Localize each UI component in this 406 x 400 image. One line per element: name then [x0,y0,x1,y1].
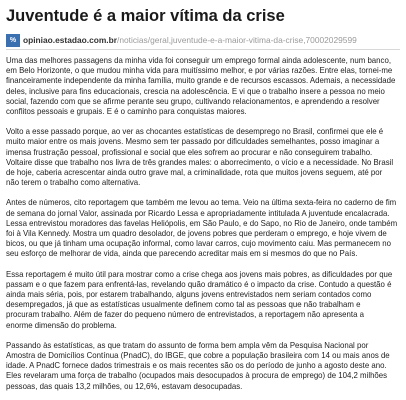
text-line: Eles revelaram uma força de trabalho (ocupados mais desocupados à procura de emprego) de 104,2 milhões [6,371,388,381]
text-line: Passando às estatísticas, as que tratam do assunto de forma bem ampla vêm da Pesquisa Nacional por [6,340,369,350]
text-line: social, fazendo com que se afirme perante seu grupo, cultivando relacionamentos, e aprendendo a resolver [6,96,380,106]
paragraph-2 [6,127,400,188]
text-line: idade. A PnadC fornece dados trimestrais e os mais recentes são os do período de junho a agosto deste ano. [6,361,387,371]
text-line: Amostra de Domicílios Contínua (PnadC), do IBGE, que cobre a população brasileira com 14 ou mais anos de [6,351,390,361]
text-line: Essa reportagem é muito útil para mostrar como a crise chega aos jovens mais pobres, as dificuldades por que [6,269,393,279]
text-line: passam e o que fazem para enfrentá-las, revelando quão dramático é o impacto da crise. Contudo a questão é [6,279,392,289]
text-line: financeiramente independente da minha família, muito grande e de recursos escassos. Ademais, a necessidade [6,76,396,86]
text-line: ainda mais séria, pois, por estarem trabalhando, alguns jovens entrevistados nem seriam contados como [6,290,372,300]
text-line: muito maior entre os mais jovens. Mesmo sem ter passado por dificuldades semelhantes, posso imaginar a [6,137,380,147]
source-url-bar[interactable] [6,33,402,47]
text-line: procuram trabalho. Além de fazer do pequeno número de entrevistados, a reportagem não apresenta a [6,310,364,320]
url-domain: opiniao.estadao.com.br [23,35,118,45]
text-line: bicos, ou que já tinham uma ocupação informal, como lavar carros, cujo movimento caiu. Mas permanecem no [6,239,391,249]
article-body [6,56,400,400]
text-line: desempregados, já que as estatísticas usualmente definem como tal as pessoas que não trabalham e [6,300,361,310]
text-line: enorme dimensão do problema. [6,320,117,330]
article-title: Juventude é a maior vítima da crise [6,7,285,25]
text-line: conflitos pessoais e grupais. E é o caminho para conquistas maiores. [6,107,247,117]
text-line: foi à Vila Kennedy. Mostra um quadro desolador, de jovens pobres que perderam o emprego, e hoje vivem de [6,229,387,239]
text-line: deles, inclusive para fins educacionais, crescia na adolescência. E vi que o trabalho insere a pessoa no meio [6,86,385,96]
paragraph-5 [6,341,400,392]
text-line: Uma das melhores passagens da minha vida foi conseguir um emprego formal ainda adolescente, num banco, [6,56,391,65]
paragraph-3 [6,198,400,259]
text-line: em Belo Horizonte, o que mudou minha vida para muitíssimo melhor, e por várias razões. Entre elas, tornei-me [6,66,393,76]
text-line: de hoje, caberia acrescentar ainda outro grave mal, a criminalidade, rota que muitos jovens seguem, até por [6,168,383,178]
paragraph-4 [6,270,400,331]
text-line: de semana do jornal Valor, assinada por Ricardo Lessa e apropriadamente intitulada A juventude encalacrada. [6,208,390,218]
text-line: Volto a esse passado porque, ao ver as chocantes estatísticas de desemprego no Brasil, confirmei que ele é [6,127,384,137]
url-path: /noticias/geral,juventude-e-a-maior-vitima-da-crise,70002029599 [117,35,357,45]
text-line: não terem o trabalho como alternativa. [6,178,141,188]
text-line: Antes de números, cito reportagem que também me levou ao tema. Veio na última sexta-feira no caderno de fim [6,198,397,208]
paragraph-1 [6,56,400,117]
text-line: seu esforço de melhorar de vida, ainda que parecendo acreditar mais em si mesmos do que no País. [6,249,358,259]
text-line: Voltaire disse que trabalho nos livra de três grandes males: o aborrecimento, o vício e a necessidade. No Brasil [6,157,394,167]
text-line: imensa frustração pessoal, profissional e social que eles sofrem ao procurar e não conseguirem trabalho. [6,147,373,157]
site-favicon-icon: % [6,34,20,47]
header-divider [6,49,400,50]
text-line: pessoas, das quais 13,2 milhões, ou 12,6%, estavam desocupadas. [6,381,243,391]
text-line: Lessa entrevistou moradores das favelas Heliópolis, em São Paulo, e do Sapo, no Rio de Janeiro, onde também [6,218,398,228]
